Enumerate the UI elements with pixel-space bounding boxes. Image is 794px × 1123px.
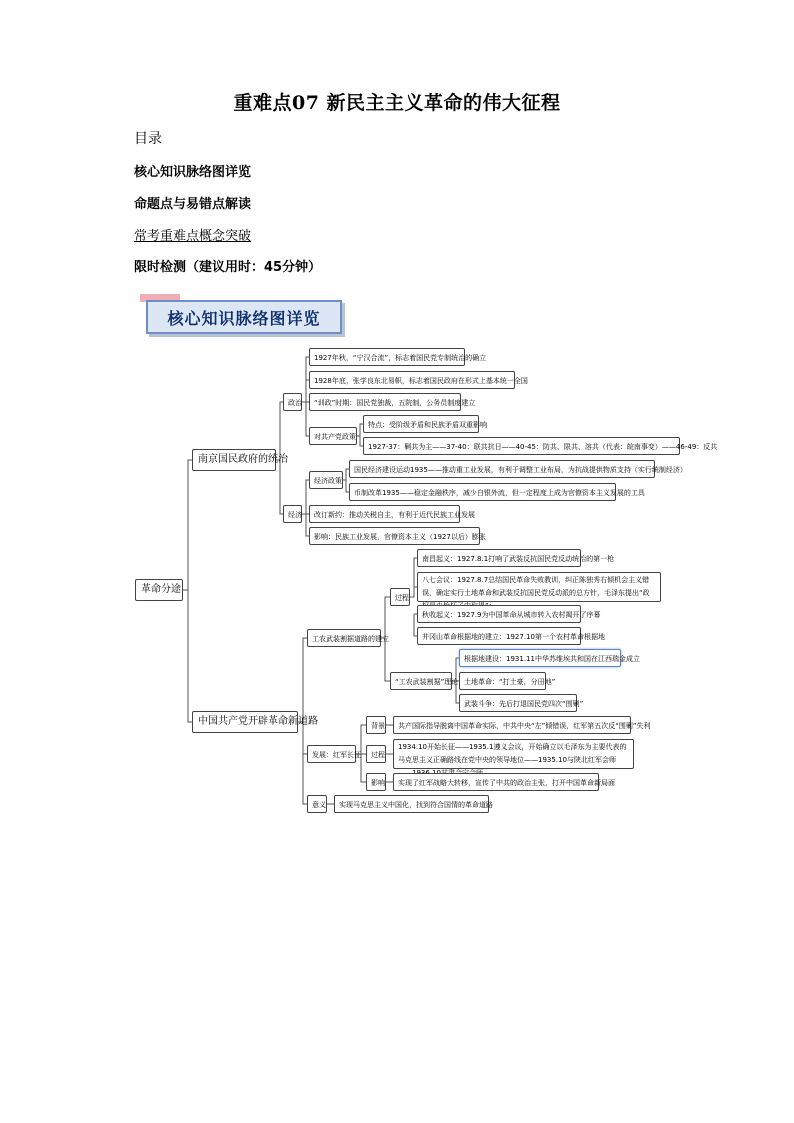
- node-long-march-impact: 影响: [366, 773, 386, 791]
- page-title: 重难点07 新民主主义革命的伟大征程: [233, 92, 561, 114]
- communist-policy-feature: 特点：受阶级矛盾和民族矛盾双重影响: [363, 415, 479, 433]
- long-march-impact: 实现了红军战略大转移，宣传了中共的政治主张，打开中国革命新局面: [393, 773, 599, 791]
- mindmap-root: 革命分途: [135, 579, 183, 601]
- toc-item-knowledge-map[interactable]: 核心知识脉络图详览: [134, 165, 252, 180]
- path-process-jinggangshan: 井冈山革命根据地的建立：1927.10第一个农村革命根据地: [417, 627, 581, 645]
- node-long-march: 发展：红军长征: [307, 745, 356, 763]
- theory-armed-struggle: 武装斗争：先后打退国民党四次“围剿”: [459, 694, 577, 712]
- branch-nanjing-government: 南京国民政府的统治: [192, 449, 276, 471]
- path-process-autumn-harvest: 秋收起义：1927.9为中国革命从城市转入农村揭开了序幕: [417, 605, 581, 623]
- politics-item-1: 1927年秋，“宁汉合流”，标志着国民党专制统治的确立: [309, 348, 465, 366]
- node-economy: 经济: [283, 505, 302, 523]
- toc-item-timed-test[interactable]: 限时检测（建议用时：45分钟）: [134, 260, 322, 275]
- banner-label: 核心知识脉络图详览: [146, 300, 342, 334]
- significance-text: 实现马克思主义中国化，找到符合国情的革命道路: [334, 795, 489, 813]
- toc-item-key-concepts[interactable]: 常考重难点概念突破: [134, 229, 252, 244]
- theory-base-building: 根据地建设：1931.11中华苏维埃共和国在江西瑞金成立: [459, 649, 621, 667]
- node-significance: 意义: [307, 795, 327, 813]
- long-march-process: 1934.10开始长征——1935.1遵义会议，开始确立以毛泽东为主要代表的马克思主义正确路线在党中央的领导地位——1935.10与陕北红军会师: [393, 739, 634, 769]
- economic-policy-item-2: 币制改革1935——稳定金融秩序，减少白银外流，但一定程度上成为官僚资本主义发展的工具: [349, 483, 616, 501]
- long-march-background: 共产国际指导脱离中国革命实际，中共中央“左”倾错误，红军第五次反“围剿”失利: [393, 716, 631, 734]
- economy-tariff: 改订新约：推动关税自主，有利于近代民族工业发展: [309, 505, 460, 523]
- node-path-process: 过程: [390, 588, 410, 606]
- politics-item-2: 1928年底，张学良东北易帜，标志着国民政府在形式上基本统一全国: [309, 371, 515, 389]
- economic-policy-item-1: 国民经济建设运动1935——推动重工业发展，有利于调整工业布局，为抗战提供物质支持（实行统制经济）: [349, 460, 655, 478]
- path-process-august-seventh: 八七会议：1927.8.7总结国民革命失败教训，纠正陈独秀右倾机会主义错误，确定实行土地革命和武装反抗国民党反动派的总方针，毛泽东提出“政: [417, 572, 661, 602]
- node-long-march-background: 背景: [366, 716, 386, 734]
- path-process-nanchang: 南昌起义：1927.8.1打响了武装反抗国民党反动统治的第一枪: [417, 549, 581, 567]
- node-communist-policy: 对共产党政策: [309, 427, 357, 445]
- communist-policy-timeline: 1927-37：剿共为主——37-40：联共抗日——40-45：防共、限共、溶共（代表：皖南事变）——46-49：反共: [363, 437, 680, 455]
- politics-item-3: “训政”时期：国民党独裁，五院制，公务员制度建立: [309, 393, 461, 411]
- toc-heading: 目录: [134, 131, 162, 147]
- toc-item-proposition-points[interactable]: 命题点与易错点解读: [134, 197, 252, 212]
- node-politics: 政治: [283, 393, 302, 411]
- node-armed-separatism-path: 工农武装割据道路的建立: [307, 629, 381, 647]
- node-economic-policy: 经济政策: [309, 471, 343, 489]
- branch-ccp-new-path: 中国共产党开辟革命新道路: [192, 711, 298, 733]
- node-long-march-process: 过程: [366, 745, 386, 763]
- node-theory: “工农武装割据”理论: [390, 672, 452, 690]
- theory-land-revolution: 土地革命：“打土豪，分田地”: [459, 672, 546, 690]
- economy-impact: 影响：民族工业发展，官僚资本主义（1927以后）膨胀: [309, 527, 480, 545]
